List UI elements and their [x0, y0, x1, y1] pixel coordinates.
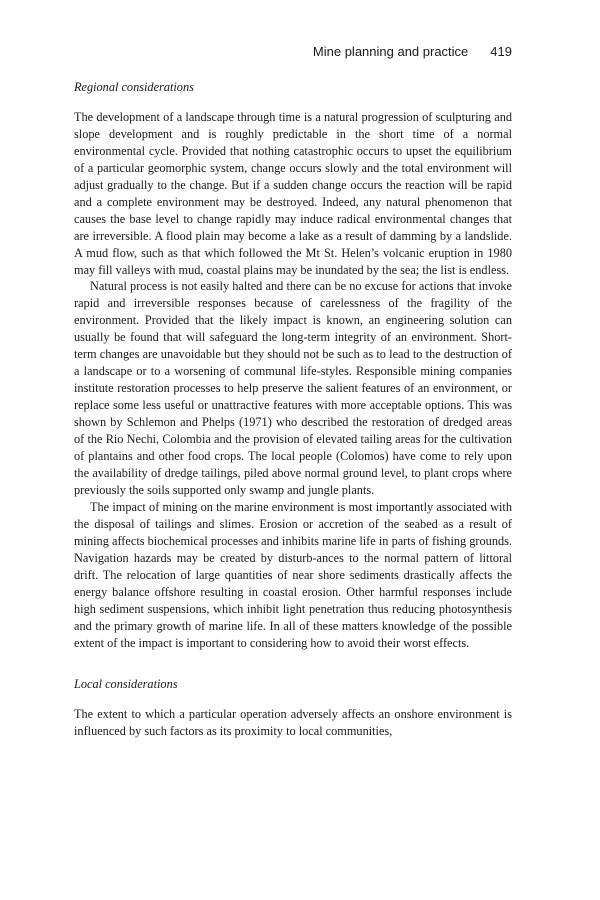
- paragraph-landscape-development: The development of a landscape through time is a natural progression of sculpturing and slope development and is roughly predictable in the short time of a normal environmental cycle. Provided that nothing catastrophic occurs to upset the equilibrium of a particular geomorphic system, change occurs slowly and the total environment will adjust gradually to the change. But if a sudden change occurs the reaction will be rapid and a complete environment may be destroyed. Indeed, any natural phenomenon that causes the base level to change rapidly may induce radical environmental changes that are irreversible. A flood plain may become a lake as a result of damming by a landslide. A mud flow, such as that which followed the Mt St. Helen’s volcanic eruption in 1980 may fill valleys with mud, coastal plains may be inundated by the sea; the list is endless.: [74, 109, 512, 277]
- paragraph-onshore-environment: The extent to which a particular operation adversely affects an onshore environment is influenced by such factors as its proximity to local communities,: [74, 707, 512, 739]
- body-text: [74, 79, 512, 740]
- running-title: Mine planning and practice: [312, 44, 469, 59]
- page-number: 419: [490, 44, 512, 59]
- paragraph-natural-process: Natural process is not easily halted and there can be no excuse for actions that invoke rapid and irreversible responses because of carelessness of the fragility of the environment. Provided that the likely impact is known, an engineering solution can usually be found that will safeguard the long-term integrity of an environment. Short-term changes are unavoidable but they should not be such as to lead to the destruction of a landscape or to a worsening of communal life-styles. Responsible mining companies institute restoration processes to help preserve the salient features of an environment, or replace some less useful or unattractive features with more acceptable options. This was shown by Schlemon and Phelps (1971) who described the restoration of dredged areas of the Rio Nechi, Colombia and the provision of elevated tailing areas for the cultivation of plantains and other food crops. The local people (Colomos) have come to rely upon the availability of dredge tailings, piled above normal ground level, to plant crops where previously the soils supported only swamp and jungle plants.: [74, 279, 512, 497]
- paragraph-marine-impact: The impact of mining on the marine environment is most importantly associated with the disposal of tailings and slimes. Erosion or accretion of the seabed as a result of mining affects biochemical processes and inhibits marine life in parts of fishing grounds. Navigation hazards may be created by disturb-ances to the normal pattern of littoral drift. The relocation of large quantities of near shore sediments drastically affects the energy balance offshore resulting in coastal erosion. Other harmful responses include high sediment suspensions, which inhibit light penetration thus reducing photosynthesis and the primary growth of marine life. In all of these matters knowledge of the possible extent of the impact is important to considering how to avoid their worst effects.: [74, 499, 512, 650]
- section-heading-regional: Regional considerations: [74, 80, 194, 94]
- running-header: [74, 44, 512, 60]
- section-heading-local: Local considerations: [74, 677, 178, 692]
